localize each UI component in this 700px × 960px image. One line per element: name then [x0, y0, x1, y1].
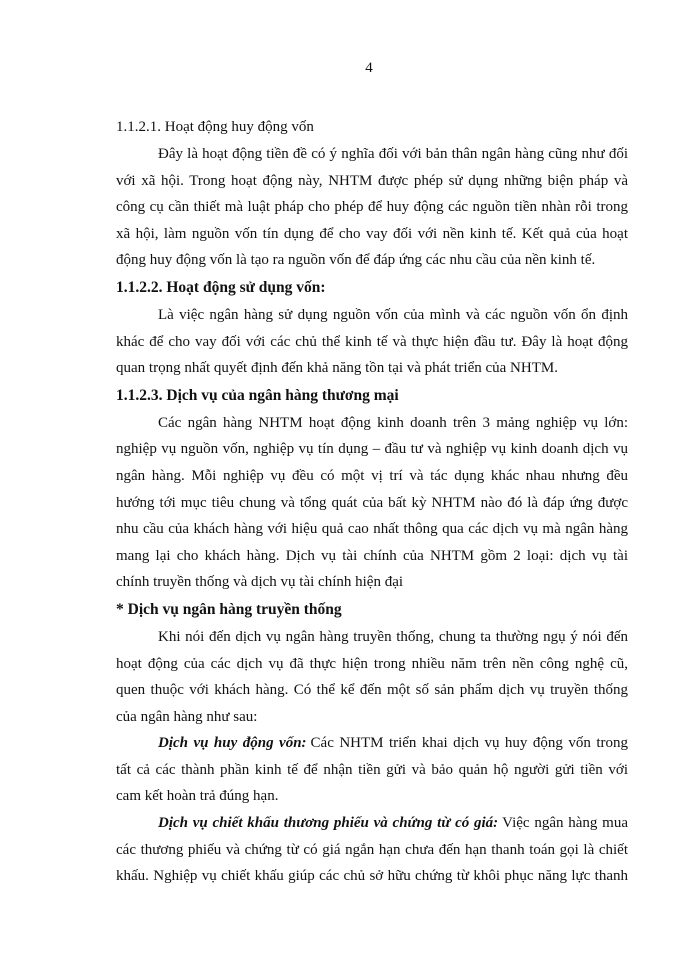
text-line: tất cả các thành phần kinh tế để nhận tiền gửi và bảo quản hộ người gửi tiền với	[116, 761, 628, 778]
text-line: hướng tới mục tiêu chung và tổng quát của bất kỳ NHTM nào đó là đáp ứng được	[116, 494, 628, 511]
text-line	[116, 730, 628, 757]
text-line: Là việc ngân hàng sử dụng nguồn vốn của mình và các nguồn vốn ổn định	[158, 306, 628, 323]
text-line: mang lại cho khách hàng. Dịch vụ tài chính của NHTM gồm 2 loại: dịch vụ tài	[116, 547, 628, 564]
term-label: Dịch vụ huy động vốn:	[158, 735, 307, 752]
text-line: quen thuộc với khách hàng. Có thể kể đến một số sản phẩm dịch vụ truyền thống	[116, 682, 628, 699]
text-line: với xã hội. Trong hoạt động này, NHTM được phép sử dụng những biện pháp và	[116, 172, 628, 189]
text-line: quan trọng nhất quyết định đến khả năng tồn tại và phát triển của NHTM.	[116, 360, 558, 377]
text-line	[116, 810, 628, 837]
paragraph-discount-service	[116, 810, 628, 890]
text-line: công cụ cần thiết mà luật pháp cho phép để huy động các nguồn tiền nhàn rỗi trong	[116, 199, 628, 216]
text-line: Các ngân hàng NHTM hoạt động kinh doanh trên 3 mảng nghiệp vụ lớn:	[158, 414, 628, 431]
heading-1-1-2-3: 1.1.2.3. Dịch vụ của ngân hàng thương mại	[116, 386, 399, 404]
document-body	[116, 113, 628, 890]
text-line: xã hội, làm nguồn vốn tín dụng để cho vay đối với nền kinh tế. Kết quả của hoạt	[116, 225, 628, 242]
text-line: nghiệp vụ nguồn vốn, nghiệp vụ tín dụng – đầu tư và nghiệp vụ kinh doanh dịch vụ	[116, 441, 628, 458]
text-fragment: Các NHTM triển khai dịch vụ huy động vốn trong	[310, 735, 628, 752]
heading-traditional-services: * Dịch vụ ngân hàng truyền thống	[116, 600, 342, 618]
text-fragment: Việc ngân hàng mua	[502, 815, 628, 832]
text-line: hoạt động của các dịch vụ đã thực hiện trong nhiều năm trên nền công nghệ cũ,	[116, 655, 628, 672]
page-number: 4	[365, 60, 373, 76]
text-line: các thương phiếu và chứng từ có giá ngắn hạn chưa đến hạn thanh toán gọi là chiết	[116, 841, 628, 858]
paragraph-traditional	[116, 624, 628, 730]
heading-1-1-2-1: 1.1.2.1. Hoạt động huy động vốn	[116, 119, 314, 135]
text-line: Khi nói đến dịch vụ ngân hàng truyền thống, chung ta thường ngụ ý nói đến	[158, 628, 628, 645]
text-line: cam kết hoàn trả đúng hạn.	[116, 788, 279, 805]
term-label: Dịch vụ chiết khấu thương phiếu và chứng từ có giá:	[158, 815, 499, 832]
paragraph-mobilization	[116, 141, 628, 274]
paragraph-usage	[116, 302, 628, 382]
text-line: Đây là hoạt động tiền đề có ý nghĩa đối với bản thân ngân hàng cũng như đối	[158, 146, 628, 162]
text-line: của ngân hàng như sau:	[116, 708, 258, 725]
text-line: khấu. Nghiệp vụ chiết khấu giúp các chủ sở hữu chứng từ khôi phục năng lực thanh	[116, 868, 628, 885]
paragraph-deposit-service	[116, 730, 628, 810]
paragraph-services	[116, 410, 628, 596]
text-line: ngân hàng. Mỗi nghiệp vụ đều có một vị trí và tác dụng khác nhau nhưng đều	[116, 467, 628, 484]
text-line: động huy động vốn là tạo ra nguồn vốn để đáp ứng các nhu cầu của nền kinh tế.	[116, 252, 596, 269]
text-line: nhu cầu của khách hàng với hiệu quả cao nhất thông qua các dịch vụ mà ngân hàng	[116, 521, 628, 538]
text-line: chính truyền thống và dịch vụ tài chính hiện đại	[116, 574, 404, 591]
heading-1-1-2-2: 1.1.2.2. Hoạt động sử dụng vốn:	[116, 278, 326, 296]
text-line: khác để cho vay đối với các chủ thể kinh tế và thực hiện đầu tư. Đây là hoạt động	[116, 333, 628, 350]
